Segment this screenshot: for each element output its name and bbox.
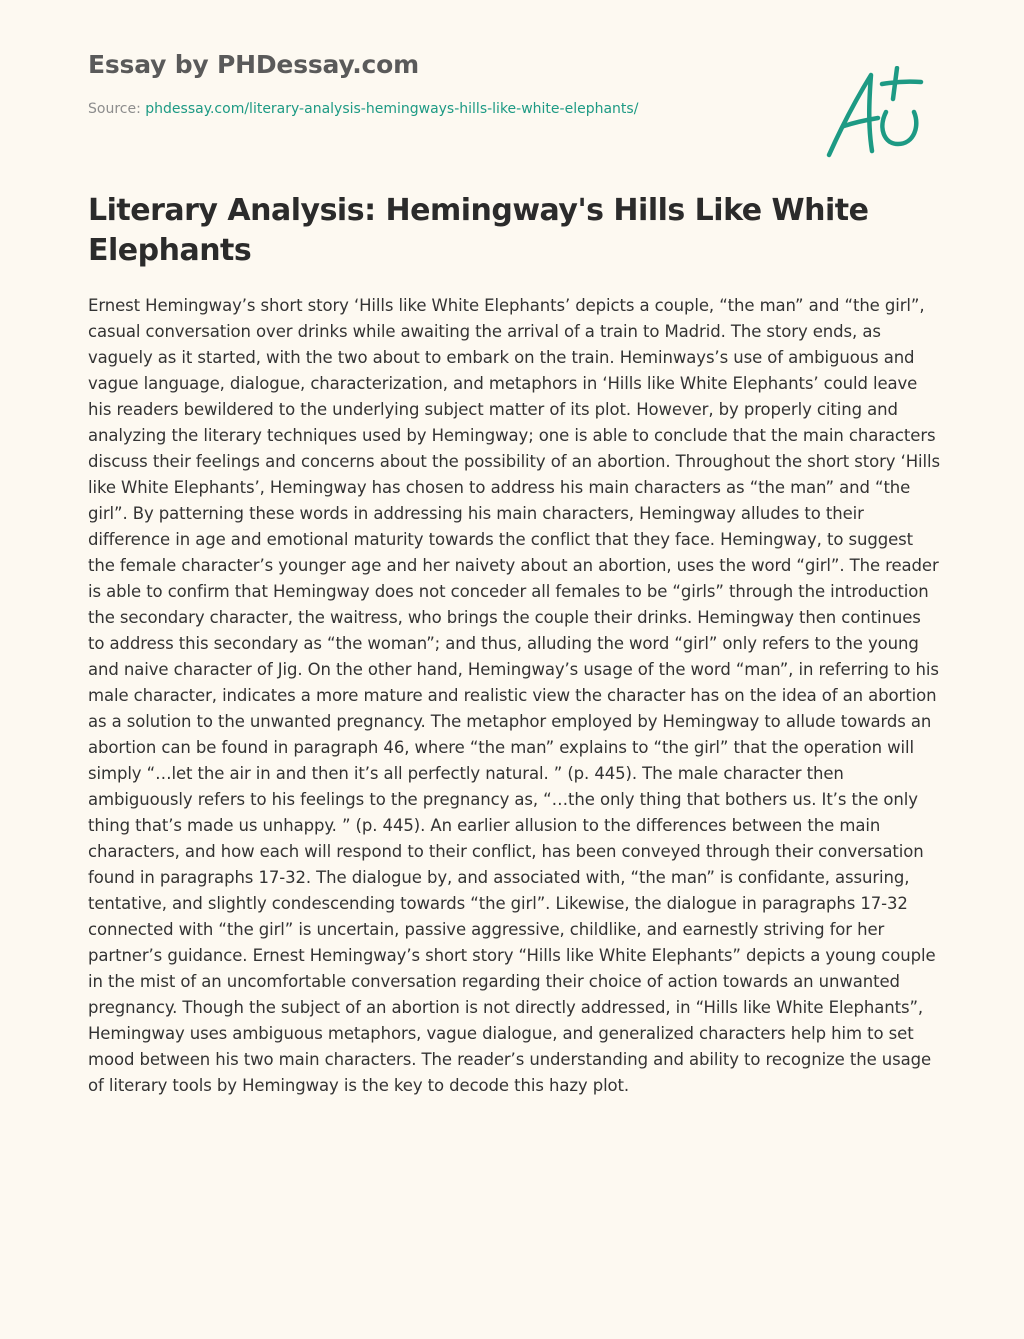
essay-body: Ernest Hemingway’s short story ‘Hills like White Elephants’ depicts a couple, “the man” and “the girl”, casual conversation over drinks while awaiting the arrival of a train to Madrid. The story ends, as vaguely as it started, with the two about to embark on the train. Heminways’s use of ambiguous and vague language, dialogue, characterization, and metaphors in ‘Hills like White Elephants’ could leave his readers bewildered to the underlying subject matter of its plot. However, by properly citing and analyzing the literary techniques used by Hemingway; one is able to conclude that the main characters discuss their feelings and concerns about the possibility of an abortion. Throughout the short story ‘Hills like White Elephants’, Hemingway has chosen to address his main characters as “the man” and “the girl”. By patterning these words in addressing his main characters, Hemingway alludes to their difference in age and emotional maturity towards the conflict that they face. Hemingway, to suggest the female character’s younger age and her naivety about an abortion, uses the word “girl”. The reader is able to confirm that Hemingway does not conceder all females to be “girls” through the introduction the secondary character, the waitress, who brings the couple their drinks. Hemingway then continues to address this secondary as “the woman”; and thus, alluding the word “girl” only refers to the young and naive character of Jig. On the other hand, Hemingway’s usage of the word “man”, in referring to his male character, indicates a more mature and realistic view the character has on the idea of an abortion as a solution to the unwanted pregnancy. The metaphor employed by Hemingway to allude towards an abortion can be found in paragraph 46, where “the man” explains to “the girl” that the operation will simply “…let the air in and then it’s all perfectly natural. ” (p. 445). The male character then ambiguously refers to his feelings to the pregnancy as, “…the only thing that bothers us. It’s the only thing that’s made us unhappy. ” (p. 445). An earlier allusion to the differences between the main characters, and how each will respond to their conflict, has been conveyed through their conversation found in paragraphs 17-32. The dialogue by, and associated with, “the man” is confidante, assuring, tentative, and slightly condescending towards “the girl”. Likewise, the dialogue in paragraphs 17-32 connected with “the girl” is uncertain, passive aggressive, childlike, and earnestly striving for her partner’s guidance. Ernest Hemingway’s short story “Hills like White Elephants” depicts a young couple in the mist of an uncomfortable conversation regarding their choice of action towards an unwanted pregnancy. Though the subject of an abortion is not directly addressed, in “Hills like White Elephants”, Hemingway uses ambiguous metaphors, vague dialogue, and generalized characters help him to set mood between his two main characters. The reader’s understanding and ability to recognize the usage of literary tools by Hemingway is the key to decode this hazy plot.	[88, 296, 940, 1095]
source-line	[88, 101, 638, 117]
logo-a-stroke	[829, 75, 872, 155]
source-link[interactable]: phdessay.com/literary-analysis-hemingways-hills-like-white-elephants/	[145, 101, 639, 117]
logo-plus-horizontal	[882, 82, 921, 84]
source-label: Source:	[88, 101, 146, 117]
a-plus-logo-icon	[822, 66, 928, 158]
essay-title: Literary Analysis: Hemingway's Hills Like White Elephants	[88, 193, 869, 268]
logo-circle-stroke	[882, 112, 916, 144]
logo-a-crossbar	[844, 118, 878, 126]
site-brand: Essay by PHDessay.com	[88, 50, 419, 79]
